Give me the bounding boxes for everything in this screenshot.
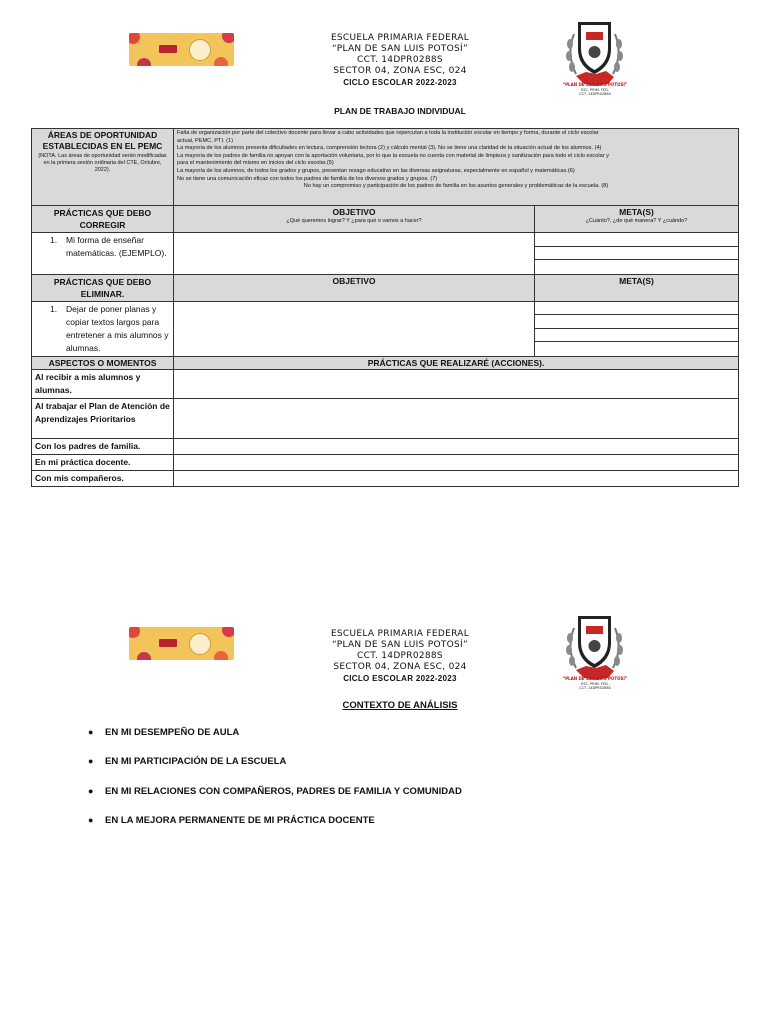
opportunity-line: La mayoría de los alumnos presenta dificultades en lectura, comprensión lectora (2) y cálculo mental (3). No se tiene una claridad de la situación actual de los alumnos. (4) [177, 145, 602, 152]
item-number: 1. [50, 235, 58, 245]
school-sector: SECTOR 04, ZONA ESC, 024 [333, 66, 467, 76]
meta-heading: META(S) [619, 207, 654, 217]
objective-heading: OBJETIVO [332, 207, 376, 217]
work-plan-table [31, 128, 739, 487]
aspect-label: Al trabajar el Plan de Atención de Aprendizajes Prioritarios [32, 398, 174, 438]
meta-subheading: ¿Cuánto?, ¿de qué manera? Y ¿cuándo? [585, 218, 688, 224]
objective-heading-2: OBJETIVO [174, 274, 535, 301]
opportunity-line: No se tiene una comunicación eficaz con todos los padres de familia de los diversos grados y grupos. (7) [177, 175, 438, 182]
areas-note: (NOTA. Las áreas de oportunidad serán modificadas en la primera sesión ordinaria del CTE, Octubre, 2022). [38, 153, 167, 173]
aspect-label: Al recibir a mis alumnos y alumnas. [32, 369, 174, 398]
school-name: “PLAN DE SAN LUIS POTOSÍ” [332, 640, 468, 650]
table-row [32, 438, 739, 454]
list-item [32, 302, 173, 356]
bullet-dot-icon: ● [88, 756, 94, 767]
item-number: 1. [50, 303, 58, 314]
school-sector: SECTOR 04, ZONA ESC, 024 [333, 662, 467, 672]
bullet-text: EN LA MEJORA PERMANENTE DE MI PRÁCTICA DOCENTE [105, 814, 375, 826]
meta-heading-2: META(S) [535, 274, 739, 301]
bullet-dot-icon: ● [88, 785, 94, 796]
opportunity-line: actual, PEMC, PTI. (1) [177, 137, 233, 144]
opportunity-line: La mayoría de los padres de familia no apoyan con la aportación voluntaria, por lo que la escuela no cuenta con material de limpieza y sanitización para todo el ciclo escolar y [177, 152, 609, 159]
school-type: ESCUELA PRIMARIA FEDERAL [330, 33, 470, 43]
document-page-1 [0, 0, 768, 500]
list-item [88, 756, 462, 785]
aspect-label: Con los padres de familia. [32, 438, 174, 454]
objective-subheading: ¿Qué queremos lograr? Y ¿para qué o vamos a hacer? [286, 218, 422, 224]
school-cct: CCT. 14DPR0288S [357, 651, 443, 661]
crest-caption [560, 677, 630, 691]
aspect-label: En mi práctica docente. [32, 454, 174, 470]
objective-input-cell[interactable] [174, 301, 535, 356]
list-item [88, 786, 462, 815]
list-item [32, 233, 173, 261]
aspect-label: Con mis compañeros. [32, 470, 174, 486]
crest-line-2: CCT. 14DPR0288S [579, 92, 611, 96]
correct-heading: PRÁCTICAS QUE DEBO CORREGIR [32, 206, 174, 233]
opportunity-line: La mayoría de los alumnos, de todos los grados y grupos, presentan rezago educativo en las diversas asignaturas, especialmente en español y matemáticas.(6) [177, 167, 575, 174]
action-input-cell[interactable] [174, 369, 739, 398]
context-title: CONTEXTO DE ANÁLISIS [342, 700, 458, 711]
crest-name: “PLAN DE SAN LUIS POTOSÍ” [562, 676, 628, 681]
table-row [32, 470, 739, 486]
meta-heading-cell [535, 206, 739, 233]
bullet-text: EN MI PARTICIPACIÓN DE LA ESCUELA [105, 756, 287, 768]
action-input-cell[interactable] [174, 398, 739, 438]
school-header [250, 33, 550, 88]
school-type: ESCUELA PRIMARIA FEDERAL [330, 629, 470, 639]
meta-input-cell[interactable] [535, 233, 739, 275]
correct-item-cell [32, 233, 174, 275]
table-row [32, 129, 739, 206]
document-page-2 [0, 590, 768, 1020]
page-title: PLAN DE TRABAJO INDIVIDUAL [334, 106, 466, 116]
bullet-dot-icon: ● [88, 727, 94, 737]
bullet-text: EN MI RELACIONES CON COMPAÑEROS, PADRES DE FAMILIA Y COMUNIDAD [105, 785, 462, 797]
sep-logo-icon [129, 33, 234, 66]
crest-name: “PLAN DE SAN LUIS POTOSÍ” [562, 82, 628, 87]
objective-input-cell[interactable] [174, 233, 535, 275]
action-input-cell[interactable] [174, 454, 739, 470]
item-text[interactable]: Mi forma de enseñar matemáticas. (EJEMPLO). [66, 235, 167, 258]
opportunity-line: No hay un compromiso y participación de los padres de familia en los asuntos generales y problemáticas de la escuela. (8) [303, 183, 609, 190]
opportunities-cell [174, 129, 739, 206]
table-row [32, 369, 739, 398]
list-item [88, 815, 462, 844]
opportunity-line: Falta de organización por parte del colectivo docente para llevar a cabo actividades que repercutan a toda la institución escolar en tiempo y forma, durante el ciclo escolar [177, 130, 599, 136]
table-row [32, 398, 739, 438]
eliminate-heading: PRÁCTICAS QUE DEBO ELIMINAR. [32, 274, 174, 301]
school-cycle: CICLO ESCOLAR 2022-2023 [343, 674, 457, 683]
areas-heading-cell [32, 129, 174, 206]
action-input-cell[interactable] [174, 438, 739, 454]
areas-heading: ÁREAS DE OPORTUNIDAD ESTABLECIDAS EN EL PEMC [42, 130, 163, 151]
list-item [88, 727, 462, 756]
crest-line-2: CCT. 14DPR0288S [579, 686, 611, 690]
school-cycle: CICLO ESCOLAR 2022-2023 [343, 78, 457, 87]
actions-heading: PRÁCTICAS QUE REALIZARÉ (ACCIONES). [174, 356, 739, 369]
context-list [88, 727, 462, 844]
table-row [32, 356, 739, 369]
sep-logo-icon [129, 627, 234, 660]
school-header [250, 629, 550, 684]
table-row [32, 206, 739, 233]
crest-line-1: ESC. PRIM. FED. [581, 87, 609, 92]
objective-heading-cell [174, 206, 535, 233]
opportunity-line: para el mantenimiento del mismo en inicios del ciclo escolar.(5) [177, 160, 334, 167]
table-row [32, 301, 739, 356]
school-cct: CCT. 14DPR0288S [357, 55, 443, 65]
action-input-cell[interactable] [174, 470, 739, 486]
bullet-dot-icon: ● [88, 814, 94, 825]
meta-input-cell[interactable] [535, 301, 739, 356]
crest-line-1: ESC. PRIM. FED. [581, 681, 609, 686]
eliminate-item-cell [32, 301, 174, 356]
aspects-heading: ASPECTOS O MOMENTOS [32, 356, 174, 369]
table-row [32, 274, 739, 301]
table-row [32, 233, 739, 275]
crest-caption [560, 83, 630, 97]
bullet-text: EN MI DESEMPEÑO DE AULA [105, 727, 240, 738]
table-row [32, 454, 739, 470]
school-name: “PLAN DE SAN LUIS POTOSÍ” [332, 44, 468, 54]
item-text[interactable]: Dejar de poner planas y copiar textos largos para entretener a mis alumnos y alumnas. [66, 303, 169, 353]
